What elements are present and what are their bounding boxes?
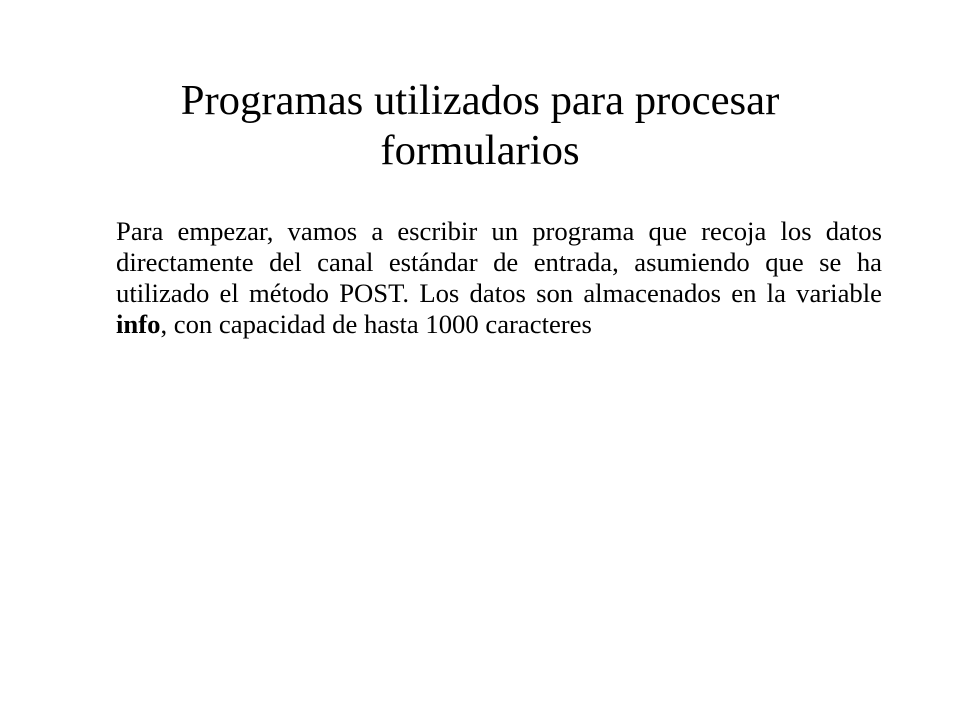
slide-body-paragraph xyxy=(116,216,882,340)
slide-title: Programas utilizados para procesar formularios xyxy=(180,77,780,174)
body-text-before: Para empezar, vamos a escribir un programa que recoja los datos directamente del canal estándar de entrada, asumiendo que se ha utilizado el método POST. Los datos son almacenados en la variable xyxy=(116,216,882,308)
variable-name-emphasis: info xyxy=(116,309,161,339)
body-text-after: , con capacidad de hasta 1000 caracteres xyxy=(160,309,592,339)
